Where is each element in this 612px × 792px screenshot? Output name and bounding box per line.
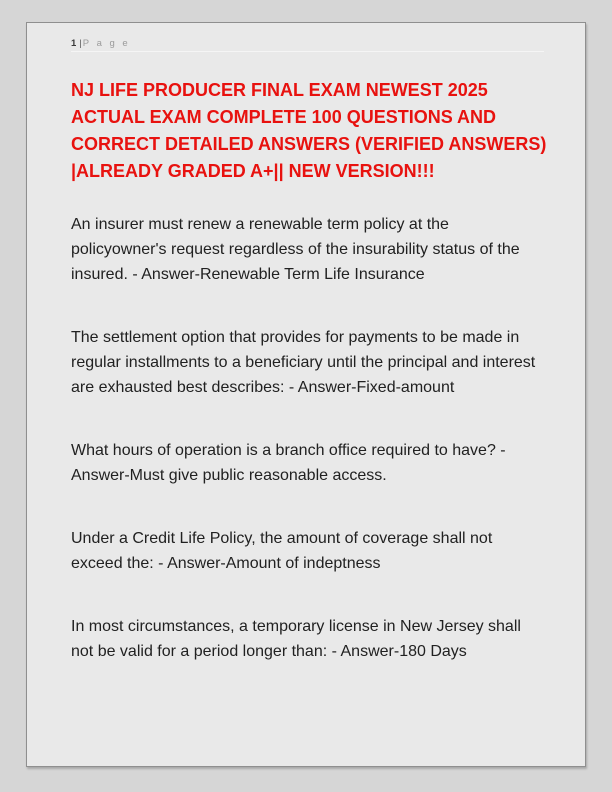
question-paragraph: In most circumstances, a temporary license in New Jersey shall not be valid for a period longer than: - Answer-180 Days bbox=[71, 618, 521, 660]
question-paragraph: The settlement option that provides for payments to be made in regular installments to a beneficiary until the principal and interest are exhausted best describes: - Answer-Fixed-amount bbox=[71, 329, 536, 396]
question-paragraph: Under a Credit Life Policy, the amount of coverage shall not exceed the: - Answer-Amount of indeptness bbox=[71, 530, 493, 572]
question-paragraph: An insurer must renew a renewable term policy at the policyowner's request regardless of the insurability status of the insured. - Answer-Renewable Term Life Insurance bbox=[71, 216, 520, 283]
page-header bbox=[71, 38, 544, 52]
page-header-label: P a g e bbox=[82, 38, 131, 49]
document-page bbox=[26, 22, 586, 767]
page-number: 1 bbox=[71, 38, 78, 49]
document-title: NJ LIFE PRODUCER FINAL EXAM NEWEST 2025 ACTUAL EXAM COMPLETE 100 QUESTIONS AND CORRECT DETAILED ANSWERS (VERIFIED ANSWERS) |ALREADY GRADED A+|| NEW VERSION!!! bbox=[71, 80, 547, 181]
question-paragraph: What hours of operation is a branch office required to have? - Answer-Must give public reasonable access. bbox=[71, 442, 506, 484]
page-header-separator: | bbox=[79, 38, 82, 49]
